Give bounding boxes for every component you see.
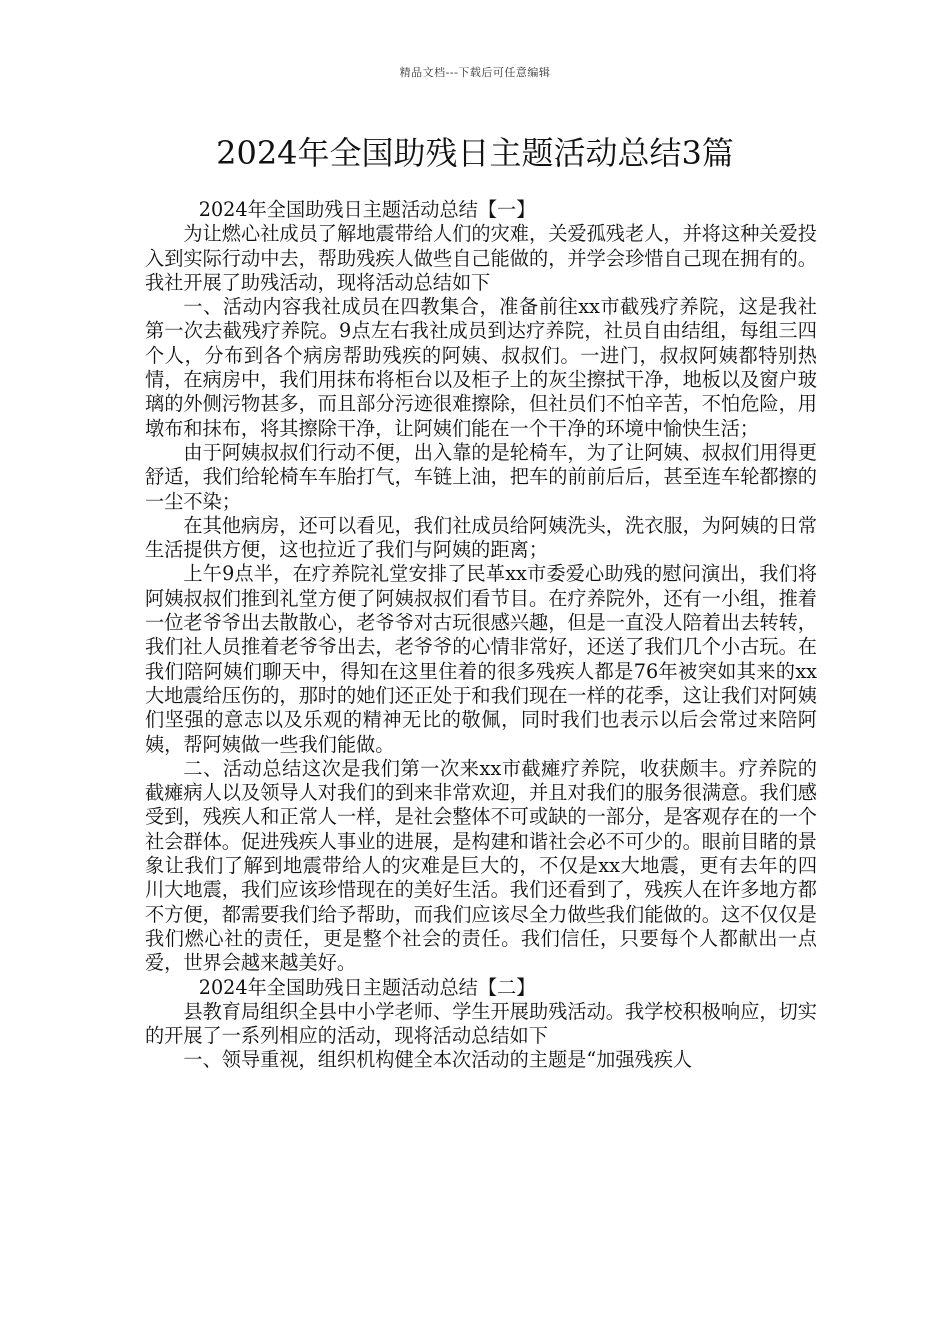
section-heading-2: 2024年全国助残日主题活动总结【二】 — [198, 975, 536, 999]
document-title: 2024年全国助残日主题活动总结3篇 — [216, 134, 734, 172]
section-heading-1: 2024年全国助残日主题活动总结【一】 — [198, 198, 536, 221]
body-paragraph: 为让燃心社成员了解地震带给人们的灾难，关爱孤残老人，并将这种关爱投入到实际行动中去，帮助残疾人做些自己能做的，并学会珍惜自己现在拥有的。我社开展了助残活动，现将活动总结如下 — [145, 222, 817, 294]
document-body — [145, 198, 817, 1073]
page-header-note: 精品文档---下载后可任意编辑 — [399, 66, 551, 79]
body-paragraph: 二、活动总结这次是我们第一次来xx市截瘫疗养院，收获颇丰。疗养院的截瘫病人以及领导人对我们的到来非常欢迎，并且对我们的服务很满意。我们感受到，残疾人和正常人一样，是社会整体不可或缺的一部分，是客观存在的一个社会群体。促进残疾人事业的进展，是构建和谐社会必不可少的。眼前目睹的景象让我们了解到地震带给人的灾难是巨大的，不仅是xx大地震，更有去年的四川大地震，我们应该珍惜现在的美好生活。我们还看到了，残疾人在许多地方都不方便，都需要我们给予帮助，而我们应该尽全力做些我们能做的。这不仅仅是我们燃心社的责任，更是整个社会的责任。我们信任，只要每个人都献出一点爱，世界会越来越美好。 — [145, 756, 817, 975]
body-paragraph: 由于阿姨叔叔们行动不便，出入靠的是轮椅车，为了让阿姨、叔叔们用得更舒适，我们给轮椅车车胎打气，车链上油，把车的前前后后，甚至连车轮都擦的一尘不染； — [145, 440, 817, 513]
body-paragraph: 县教育局组织全县中小学老师、学生开展助残活动。我学校积极响应，切实的开展了一系列相应的活动，现将活动总结如下 — [145, 999, 817, 1048]
body-paragraph: 一、活动内容我社成员在四教集合，准备前往xx市截残疗养院，这是我社第一次去截残疗养院。9点左右我社成员到达疗养院，社员自由结组，每组三四个人，分布到各个病房帮助残疾的阿姨、叔叔们。一进门，叔叔阿姨都特别热情，在病房中，我们用抹布将柜台以及柜子上的灰尘擦拭干净，地板以及窗户玻璃的外侧污物甚多，而且部分污迹很难擦除，但社员们不怕辛苦，不怕危险，用墩布和抹布，将其擦除干净，让阿姨们能在一个干净的环境中愉快生活； — [145, 295, 817, 440]
body-paragraph: 在其他病房，还可以看见，我们社成员给阿姨洗头，洗衣服，为阿姨的日常生活提供方便，这也拉近了我们与阿姨的距离； — [145, 513, 817, 562]
body-paragraph: 一、领导重视，组织机构健全本次活动的主题是“加强残疾人 — [183, 1048, 693, 1072]
body-paragraph: 上午9点半，在疗养院礼堂安排了民革xx市委爱心助残的慰问演出，我们将阿姨叔叔们推到礼堂方便了阿姨叔叔们看节目。在疗养院外，还有一小组，推着一位老爷爷出去散散心，老爷爷对古玩很感兴趣，但是一直没人陪着出去转转，我们社人员推着老爷爷出去，老爷爷的心情非常好，还送了我们几个小古玩。在我们陪阿姨们聊天中，得知在这里住着的很多残疾人都是76年被突如其来的xx大地震给压伤的，那时的她们还正处于和我们现在一样的花季，这让我们对阿姨们坚强的意志以及乐观的精神无比的敬佩，同时我们也表示以后会常过来陪阿姨，帮阿姨做一些我们能做。 — [145, 562, 817, 756]
